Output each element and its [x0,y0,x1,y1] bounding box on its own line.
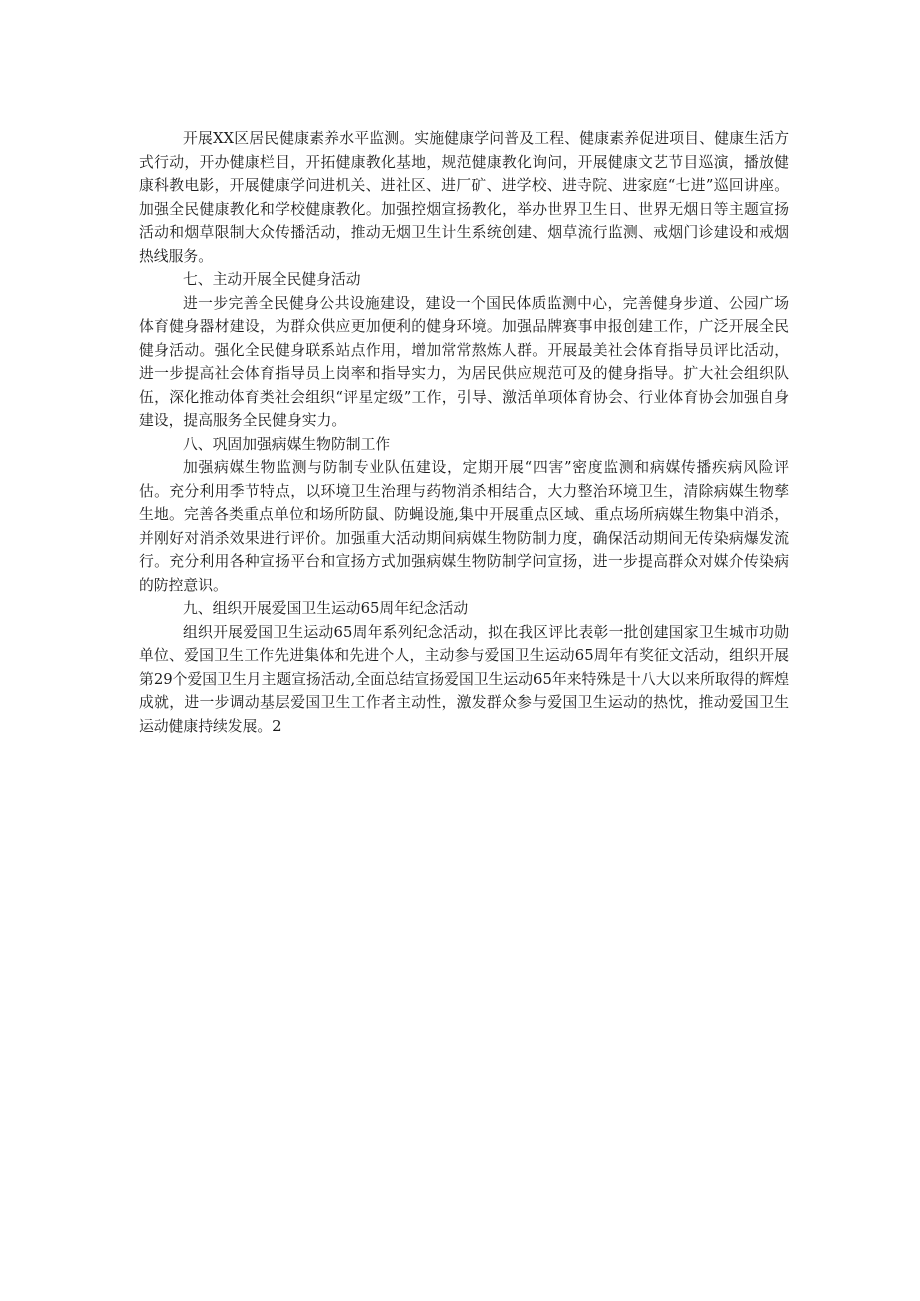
document-body [139,127,789,738]
paragraph-vector-control: 加强病媒生物监测与防制专业队伍建设，定期开展“四害”密度监测和病媒传播疾病风险评估。充分利用季节特点，以环境卫生治理与药物消杀相结合，大力整治环境卫生，清除病媒生物孳生地。完善各类重点单位和场所防鼠、防蝇设施,集中开展重点区域、重点场所病媒生物集中消杀，并刚好对消杀效果进行评价。加强重大活动期间病媒生物防制力度，确保活动期间无传染病爆发流行。充分利用各种宣扬平台和宣扬方式加强病媒生物防制学问宣扬，进一步提高群众对媒介传染病的防控意识。 [139,459,789,594]
paragraph-fitness: 进一步完善全民健身公共设施建设，建设一个国民体质监测中心，完善健身步道、公园广场体育健身器材建设，为群众供应更加便利的健身环境。加强品牌赛事申报创建工作，广泛开展全民健身活动。强化全民健身联系站点作用，增加常常熬炼人群。开展最美社会体育指导员评比活动，进一步提高社会体育指导员上岗率和指导实力，为居民供应规范可及的健身指导。扩大社会组织队伍，深化推动体育类社会组织“评星定级”工作，引导、激活单项体育协会、行业体育协会加强自身建设，提高服务全民健身实力。 [139,294,789,429]
paragraph-health-education: 开展XX区居民健康素养水平监测。实施健康学问普及工程、健康素养促进项目、健康生活方式行动，开办健康栏目，开拓健康教化基地，规范健康教化询问，开展健康文艺节目巡演，播放健康科教电影，开展健康学问进机关、进社区、进厂矿、进学校、进寺院、进家庭“七进”巡回讲座。加强全民健康教化和学校健康教化。加强控烟宣扬教化，举办世界卫生日、世界无烟日等主题宣扬活动和烟草限制大众传播活动，推动无烟卫生计生系统创建、烟草流行监测、戒烟门诊建设和戒烟热线服务。 [139,130,789,265]
paragraph-anniversary: 组织开展爱国卫生运动65周年系列纪念活动，拟在我区评比表彰一批创建国家卫生城市功勋单位、爱国卫生工作先进集体和先进个人，主动参与爱国卫生运动65周年有奖征文活动，组织开展第29个爱国卫生月主题宣扬活动,全面总结宣扬爱国卫生运动65年来特殊是十八大以来所取得的辉煌成就，进一步调动基层爱国卫生工作者主动性，激发群众参与爱国卫生运动的热忱，推动爱国卫生运动健康持续发展。2 [139,623,789,735]
section-heading-8: 八、巩固加强病媒生物防制工作 [183,435,391,453]
section-heading-9: 九、组织开展爱国卫生运动65周年纪念活动 [183,600,469,617]
section-heading-7: 七、主动开展全民健身活动 [183,271,361,288]
